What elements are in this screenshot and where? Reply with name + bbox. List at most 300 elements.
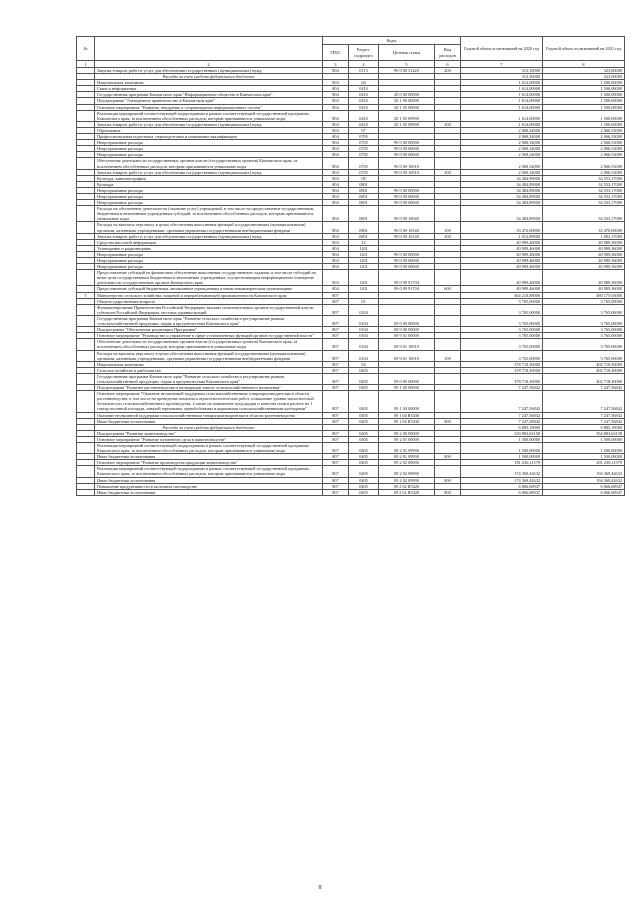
row-amount-2021: 2 066,53000 — [543, 134, 625, 140]
column-index: 6 — [435, 61, 461, 68]
row-vr: 200 — [435, 233, 461, 239]
row-amount-2021: 3 765,00000 — [543, 333, 625, 339]
row-amount-2020: 3 765,00000 — [461, 350, 543, 361]
row-amount-2021: 40 989,36000 — [543, 286, 625, 292]
row-amount-2020: 34 484,89000 — [461, 200, 543, 206]
row-grbs: 807 — [323, 436, 349, 442]
row-number — [77, 443, 95, 454]
row-razdel: 0405 — [349, 454, 379, 460]
row-amount-2020: 378 718,30000 — [461, 367, 543, 373]
row-grbs: 804 — [323, 258, 349, 264]
row-number — [77, 304, 95, 315]
header-csr: Целевая статья — [379, 45, 435, 61]
row-amount-2020: 1 614,00000 — [461, 86, 543, 92]
row-amount-2020: 7 247,56842 — [461, 418, 543, 424]
row-amount-2021: 34 553,17000 — [543, 206, 625, 222]
row-vr: 800 — [435, 489, 461, 495]
row-vr — [435, 391, 461, 412]
row-amount-2020: 3 765,00000 — [461, 315, 543, 326]
row-razdel: 1201 — [349, 258, 379, 264]
budget-table — [76, 36, 625, 496]
row-razdel: 0801 — [349, 200, 379, 206]
row-amount-2021: 3 765,00000 — [543, 298, 625, 304]
row-amount-2021: 3 765,00000 — [543, 327, 625, 333]
row-amount-2020: 1 012,89000 — [461, 233, 543, 239]
row-csr: 09 2 01 00000 — [379, 436, 435, 442]
row-amount-2020: 378 718,30000 — [461, 361, 543, 367]
row-amount-2021: 40 989,36000 — [543, 239, 625, 245]
row-amount-2020: 40 989,46000 — [461, 239, 543, 245]
row-amount-2021: 1 500,00000 — [543, 121, 625, 127]
row-csr: 99 0 09 91704 — [379, 286, 435, 292]
row-razdel: 0113 — [349, 68, 379, 74]
column-index: 3 — [323, 61, 349, 68]
row-razdel: 0405 — [349, 385, 379, 391]
row-csr: 20 1 00 00000 — [379, 98, 435, 104]
row-name: Непрограммные расходы — [95, 140, 323, 146]
page-number: 8 — [318, 885, 322, 891]
row-amount-2020: 33 472,00000 — [461, 222, 543, 233]
table-row — [77, 391, 625, 412]
row-grbs: 807 — [323, 298, 349, 304]
row-name: Непрограммные расходы — [95, 193, 323, 199]
row-csr: 99 0 09 10010 — [379, 169, 435, 175]
row-name: Средства массовой информации — [95, 239, 323, 245]
row-amount-2021: 34 553,17000 — [543, 181, 625, 187]
row-csr: 99 0 00 00000 — [379, 140, 435, 146]
row-razdel: 0705 — [349, 140, 379, 146]
row-name: Телевидение и радиовещание — [95, 245, 323, 251]
row-csr: 99 0 09 00000 — [379, 193, 435, 199]
header-name — [95, 37, 323, 61]
row-name: Национальная экономика — [95, 361, 323, 367]
column-index: 8 — [543, 61, 625, 68]
row-amount-2020: 1 614,00000 — [461, 110, 543, 121]
row-csr: 09 2 01 09990 — [379, 454, 435, 460]
row-amount-2021: 2 066,53000 — [543, 127, 625, 133]
row-name: Подпрограмма "Развитие растениеводства и мелиорации земель сельскохозяйственного назначения" — [95, 385, 323, 391]
row-amount-2020: 6 885,19000 — [461, 424, 543, 430]
row-amount-2020: 181 236,11579 — [461, 460, 543, 466]
row-csr: 99 0 09 00000 — [379, 146, 435, 152]
row-amount-2020: 3 765,00000 — [461, 304, 543, 315]
row-name: Непрограммные расходы — [95, 152, 323, 158]
row-csr: 99 0 09 00000 — [379, 258, 435, 264]
row-vr: 800 — [435, 454, 461, 460]
row-amount-2020: 313,30000 — [461, 68, 543, 74]
row-vr — [435, 339, 461, 350]
row-amount-2021: 40 989,36000 — [543, 245, 625, 251]
row-amount-2021: 194 369,42632 — [543, 477, 625, 483]
row-name: Повышение продуктивности в молочном скотоводстве — [95, 483, 323, 489]
row-csr: 09 0 00 00000 — [379, 315, 435, 326]
row-amount-2020: 378 718,30000 — [461, 373, 543, 384]
row-amount-2021: 1 083,17000 — [543, 233, 625, 239]
row-grbs: 807 — [323, 304, 349, 315]
row-amount-2020: 7 247,56842 — [461, 385, 543, 391]
row-csr — [379, 304, 435, 315]
row-grbs: 807 — [323, 315, 349, 326]
row-vr: 600 — [435, 286, 461, 292]
row-csr: 99 0 09 10040 — [379, 206, 435, 222]
header-num: № — [77, 37, 95, 61]
row-grbs: 807 — [323, 327, 349, 333]
row-vr — [435, 158, 461, 169]
row-amount-2020: 2 068,34000 — [461, 134, 543, 140]
row-grbs: 807 — [323, 460, 349, 466]
row-name: Профессиональная подготовка, переподготовка и повышение квалификации — [95, 134, 323, 140]
row-razdel: 0801 — [349, 181, 379, 187]
row-amount-2020: 2 068,34000 — [461, 169, 543, 175]
row-grbs: 807 — [323, 443, 349, 454]
row-csr: 99 0 09 00000 — [379, 264, 435, 270]
row-amount-2021: 1 500,00000 — [543, 86, 625, 92]
row-razdel: 0410 — [349, 92, 379, 98]
row-number — [77, 110, 95, 121]
row-number — [77, 315, 95, 326]
column-index: 2 — [95, 61, 323, 68]
row-number — [77, 222, 95, 233]
row-razdel: 0405 — [349, 391, 379, 412]
row-amount-2021: 34 553,17000 — [543, 200, 625, 206]
row-amount-2020: 34 484,89000 — [461, 193, 543, 199]
row-grbs: 807 — [323, 350, 349, 361]
row-grbs: 804 — [323, 152, 349, 158]
row-amount-2021: 402 718,30000 — [543, 367, 625, 373]
row-name: Культура — [95, 181, 323, 187]
row-razdel: 0405 — [349, 489, 379, 495]
row-amount-2020: 34 484,89000 — [461, 206, 543, 222]
row-razdel: 0104 — [349, 315, 379, 326]
row-name: Закупка товаров, работ и услуг для обеспечения государственных (муниципальных) нужд — [95, 68, 323, 74]
row-amount-2021: 40 989,36000 — [543, 270, 625, 286]
row-amount-2020: 2 068,34000 — [461, 146, 543, 152]
table-row — [77, 158, 625, 169]
budget-table-sheet — [76, 36, 624, 496]
row-grbs: 807 — [323, 483, 349, 489]
row-grbs: 804 — [323, 127, 349, 133]
table-row — [77, 270, 625, 286]
row-grbs: 807 — [323, 418, 349, 424]
row-razdel: 0405 — [349, 443, 379, 454]
row-vr — [435, 110, 461, 121]
table-row — [77, 466, 625, 477]
row-grbs: 807 — [323, 391, 349, 412]
row-grbs: 804 — [323, 104, 349, 110]
row-grbs: 804 — [323, 110, 349, 121]
row-name: Иные бюджетные ассигнования — [95, 489, 323, 495]
row-name: Функционирование Правительства Российской Федерации, высших исполнительных органов государственной власти субъектов Российской Федерации, местных администраций — [95, 304, 323, 315]
row-name: Государственная программа Камчатского края "Развитие сельского хозяйства и регулирование рынков сельскохозяйственной продукции, сырья и продовольствия Камчатского края" — [95, 373, 323, 384]
row-name: Обеспечение деятельности государственных органов власти (государственных органов) Камчатского края, за исключением обособленных расходов, которым присваиваются уникальные коды — [95, 339, 323, 350]
row-amount-2020: 34 484,89000 — [461, 187, 543, 193]
row-razdel: 0801 — [349, 187, 379, 193]
row-amount-2021: 34 553,17000 — [543, 193, 625, 199]
row-grbs: 807 — [323, 373, 349, 384]
row-name: Иные бюджетные ассигнования — [95, 454, 323, 460]
row-number — [77, 270, 95, 286]
row-grbs: 804 — [323, 140, 349, 146]
row-name: Иные бюджетные ассигнования — [95, 477, 323, 483]
row-amount-2021: 40 989,36000 — [543, 251, 625, 257]
row-amount-2020: 3 765,00000 — [461, 298, 543, 304]
row-vr — [435, 315, 461, 326]
row-razdel: 0104 — [349, 327, 379, 333]
table-row — [77, 339, 625, 350]
row-name: Реализация мероприятий соответствующей подпрограммы в рамках соответствующей государственной программы Камчатского края, за исключением обособленных расходов, которым присваиваются уникальные коды — [95, 110, 323, 121]
row-number: 5 — [77, 292, 95, 298]
row-grbs: 804 — [323, 86, 349, 92]
row-name: Основное мероприятие "Оказание несвязанной поддержки сельскохозяйственным товаропроизводителям в области растениеводства, в том числе на проведение комплекса агротехнологических работ, повышение уровня экологической безопасности сельскохозяйственного производства, а также на повышение плодородия и качества почв в расчете на 1 гектар посевной площади, занятой зерновыми, зернобобовыми и кормовыми сельскохозяйственными культурами" — [95, 391, 323, 412]
row-grbs: 804 — [323, 193, 349, 199]
table-row — [77, 350, 625, 361]
header-2021: Годовой объем ассигнований на 2021 год — [543, 37, 625, 61]
row-name: Основное мероприятие "Развитие племенного дела в животноводстве" — [95, 436, 323, 442]
row-grbs: 804 — [323, 264, 349, 270]
row-csr: 20 1 05 09990 — [379, 121, 435, 127]
table-row — [77, 206, 625, 222]
row-grbs: 804 — [323, 245, 349, 251]
row-name: Реализация мероприятий соответствующей подпрограммы в рамках соответствующей государственной программы Камчатского края, за исключением обособленных расходов, которым присваиваются уникальные коды — [95, 466, 323, 477]
table-row — [77, 373, 625, 384]
row-amount-2021: 1 500,00000 — [543, 454, 625, 460]
row-grbs: 807 — [323, 292, 349, 298]
row-razdel: 0410 — [349, 121, 379, 127]
row-grbs: 804 — [323, 98, 349, 104]
row-name: Связь и информатика — [95, 86, 323, 92]
row-razdel: 1201 — [349, 264, 379, 270]
row-grbs: 804 — [323, 270, 349, 286]
header-codes: Коды — [323, 37, 461, 45]
row-name: Закупка товаров, работ и услуг для обеспечения государственных (муниципальных) нужд — [95, 169, 323, 175]
column-index: 1 — [77, 61, 95, 68]
row-grbs: 804 — [323, 68, 349, 74]
row-razdel: 04 — [349, 80, 379, 86]
row-csr: 09 2 02 09990 — [379, 477, 435, 483]
row-amount-2020: 2 068,34000 — [461, 140, 543, 146]
row-razdel: 0104 — [349, 304, 379, 315]
row-csr: 99 0 09 10140 — [379, 222, 435, 233]
row-razdel: 0705 — [349, 169, 379, 175]
row-name: Закупка товаров, работ и услуг для обеспечения государственных (муниципальных) нужд — [95, 121, 323, 127]
row-amount-2021: 1 500,00000 — [543, 92, 625, 98]
row-grbs: 807 — [323, 477, 349, 483]
row-grbs: 804 — [323, 181, 349, 187]
row-amount-2021: 7 247,56842 — [543, 385, 625, 391]
table-row — [77, 304, 625, 315]
row-name: Расходы на выплаты персоналу в целях обеспечения выполнения функций государственными (муниципальными) органами, казенными учреждениями, органами управления государственными внебюджетными фондами — [95, 350, 323, 361]
row-amount-2020: 6 866,68947 — [461, 483, 543, 489]
row-grbs: 804 — [323, 175, 349, 181]
row-csr: 99 0 00 00000 — [379, 187, 435, 193]
row-amount-2021: 40 989,36000 — [543, 264, 625, 270]
row-csr: 99 0 09 91704 — [379, 270, 435, 286]
row-grbs: 807 — [323, 430, 349, 436]
row-razdel: 0801 — [349, 193, 379, 199]
row-csr: 09 1 04 R5430 — [379, 418, 435, 424]
row-name: Обеспечение деятельности государственных органов власти (государственных органов) Камчатского края, за исключением обособленных расходов, которым присваиваются уникальные коды — [95, 158, 323, 169]
row-grbs: 807 — [323, 361, 349, 367]
row-grbs: 804 — [323, 121, 349, 127]
row-amount-2020: 34 484,89000 — [461, 175, 543, 181]
row-amount-2021: 2 066,53000 — [543, 158, 625, 169]
row-vr — [435, 206, 461, 222]
row-amount-2020: 40 989,46000 — [461, 270, 543, 286]
row-amount-2021: 3 765,00000 — [543, 304, 625, 315]
row-vr: 100 — [435, 350, 461, 361]
row-grbs: 804 — [323, 80, 349, 86]
row-amount-2021: 1 500,00000 — [543, 443, 625, 454]
row-name: Образование — [95, 127, 323, 133]
row-razdel: 1201 — [349, 286, 379, 292]
row-razdel: 1201 — [349, 245, 379, 251]
row-grbs: 807 — [323, 489, 349, 495]
row-grbs: 807 — [323, 333, 349, 339]
row-razdel: 0705 — [349, 146, 379, 152]
row-razdel: 0705 — [349, 134, 379, 140]
row-razdel: 0405 — [349, 412, 379, 418]
row-amount-2021: 402 718,30000 — [543, 361, 625, 367]
row-razdel: 0405 — [349, 483, 379, 489]
row-name: Подпрограмма "Обеспечение реализации Программы" — [95, 327, 323, 333]
row-amount-2021: 2 066,53000 — [543, 146, 625, 152]
table-row — [77, 443, 625, 454]
row-amount-2021: 480 175,03000 — [543, 292, 625, 298]
row-name: Непрограммные расходы — [95, 264, 323, 270]
row-amount-2020: 6 866,68947 — [461, 489, 543, 495]
row-razdel: 08 — [349, 175, 379, 181]
row-name: Оказание несвязанной поддержки сельскохозяйственным товаропроизводителям в области растениеводства — [95, 412, 323, 418]
table-row — [77, 110, 625, 121]
row-amount-2021: 34 553,17000 — [543, 187, 625, 193]
row-name: Основное мероприятие "Руководство и управление в сфере установленных функций органов государственной власти" — [95, 333, 323, 339]
row-amount-2020: 1 614,00000 — [461, 104, 543, 110]
row-amount-2020: 40 989,46000 — [461, 251, 543, 257]
row-grbs: 804 — [323, 92, 349, 98]
row-amount-2021: 402 718,30000 — [543, 373, 625, 384]
row-name: Подпрограмма "Электронное правительство в Камчатском крае" — [95, 98, 323, 104]
row-vr: 800 — [435, 477, 461, 483]
row-amount-2020: 40 989,46000 — [461, 258, 543, 264]
row-amount-2021: 1 500,00000 — [543, 436, 625, 442]
row-csr: 09 1 00 00000 — [379, 385, 435, 391]
row-csr: 20 0 00 00000 — [379, 92, 435, 98]
row-csr: 09 9 01 00000 — [379, 333, 435, 339]
row-amount-2020: 2 068,34000 — [461, 158, 543, 169]
row-amount-2021: 354 883,63158 — [543, 430, 625, 436]
row-name: Государственная программа Камчатского края "Информационное общество в Камчатском крае" — [95, 92, 323, 98]
table-row — [77, 489, 625, 495]
row-grbs: 804 — [323, 222, 349, 233]
row-amount-2020: 329 883,63158 — [461, 430, 543, 436]
row-grbs: 807 — [323, 466, 349, 477]
row-grbs: 807 — [323, 339, 349, 350]
column-index: 4 — [349, 61, 379, 68]
row-amount-2020: 1 500,00000 — [461, 454, 543, 460]
row-amount-2021: 6 866,68947 — [543, 489, 625, 495]
row-number — [77, 158, 95, 169]
row-amount-2021: 3 765,00000 — [543, 339, 625, 350]
row-amount-2020: 40 989,46000 — [461, 245, 543, 251]
row-vr: 200 — [435, 121, 461, 127]
row-csr: 99 0 09 00000 — [379, 152, 435, 158]
row-grbs: 804 — [323, 169, 349, 175]
table-row — [77, 315, 625, 326]
row-razdel: 1201 — [349, 251, 379, 257]
row-grbs: 804 — [323, 286, 349, 292]
row-csr: 09 0 00 00000 — [379, 373, 435, 384]
row-amount-2020: 1 500,00000 — [461, 436, 543, 442]
row-amount-2020: 174 369,42632 — [461, 477, 543, 483]
row-name: Иные бюджетные ассигнования — [95, 418, 323, 424]
column-index-row — [77, 61, 625, 68]
row-name: Расходы на выплаты персоналу в целях обеспечения выполнения функций государственными (муниципальными) органами, казенными учреждениями, органами управления государственными внебюджетными фондами — [95, 222, 323, 233]
row-number — [77, 466, 95, 477]
row-razdel: 0405 — [349, 418, 379, 424]
row-amount-2020: 3 765,00000 — [461, 333, 543, 339]
row-number — [77, 206, 95, 222]
row-amount-2020: 2 068,34000 — [461, 152, 543, 158]
row-razdel: 0410 — [349, 110, 379, 121]
row-amount-2021: 2 066,53000 — [543, 140, 625, 146]
row-name: Непрограммные расходы — [95, 258, 323, 264]
row-amount-2021: 33 470,00000 — [543, 222, 625, 233]
row-csr: 20 1 05 09990 — [379, 110, 435, 121]
row-razdel: 04 — [349, 361, 379, 367]
row-amount-2021: 6 885,19000 — [543, 424, 625, 430]
row-amount-2021: 201 236,11579 — [543, 460, 625, 466]
row-csr: 09 2 02 09990 — [379, 466, 435, 477]
row-csr: 09 2 02 R5420 — [379, 489, 435, 495]
row-amount-2021: 7 247,56842 — [543, 418, 625, 424]
row-amount-2021: 34 553,17000 — [543, 175, 625, 181]
row-razdel: 0801 — [349, 222, 379, 233]
row-razdel: 0410 — [349, 104, 379, 110]
column-index: 5 — [379, 61, 435, 68]
row-csr: 09 1 04 00000 — [379, 391, 435, 412]
row-amount-2020: 1 614,00000 — [461, 98, 543, 104]
row-csr: 09 9 01 10010 — [379, 339, 435, 350]
row-vr: 800 — [435, 418, 461, 424]
row-amount-2020: 1 614,00000 — [461, 121, 543, 127]
row-amount-2021: 323,60000 — [543, 68, 625, 74]
row-razdel: 0405 — [349, 430, 379, 436]
table-header — [77, 37, 625, 68]
row-grbs: 804 — [323, 251, 349, 257]
row-amount-2020: 34 484,89000 — [461, 181, 543, 187]
row-razdel: 0104 — [349, 339, 379, 350]
row-name: Непрограммные расходы — [95, 251, 323, 257]
row-razdel: 07 — [349, 127, 379, 133]
row-razdel: 0104 — [349, 333, 379, 339]
row-razdel: 0405 — [349, 460, 379, 466]
row-name: Подпрограмма "Развитие животноводства" — [95, 430, 323, 436]
row-csr: 09 2 02 00000 — [379, 460, 435, 466]
row-amount-2020: 40 989,46000 — [461, 286, 543, 292]
row-amount-2020: 7 247,56842 — [461, 412, 543, 418]
row-amount-2021: 1 500,00000 — [543, 98, 625, 104]
header-vr: Вид расходов — [435, 45, 461, 61]
row-razdel: 12 — [349, 239, 379, 245]
row-amount-2020: 3 765,00000 — [461, 339, 543, 350]
row-name: Основное мероприятие "Развитие, внедрение и сопровождение информационных систем" — [95, 104, 323, 110]
row-csr: 09 9 01 10010 — [379, 350, 435, 361]
row-amount-2021: 2 066,53000 — [543, 169, 625, 175]
row-grbs: 804 — [323, 187, 349, 193]
row-vr — [435, 270, 461, 286]
row-number — [77, 373, 95, 384]
row-name: Реализация мероприятий соответствующей подпрограммы в рамках соответствующей государственной программы Камчатского края, за исключением обособленных расходов, которым присваиваются уникальные коды — [95, 443, 323, 454]
